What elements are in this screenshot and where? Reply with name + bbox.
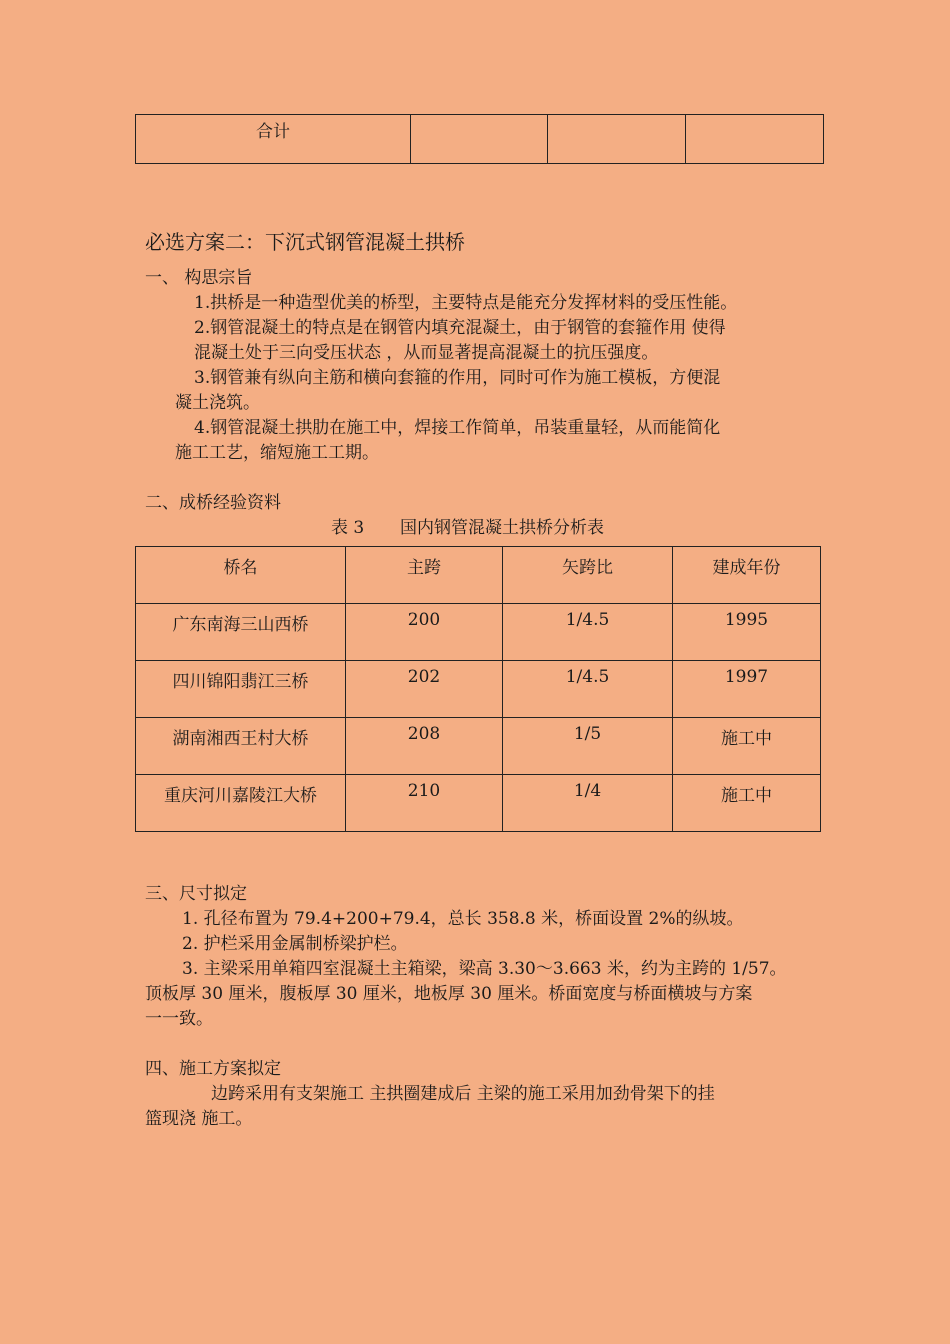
s1-heading: 一、 构思宗旨 xyxy=(145,268,253,288)
table-cell: 202 xyxy=(346,661,503,718)
s1-p2-line1: 2.钢管混凝土的特点是在钢管内填充混凝土，由于钢管的套箍作用 使得 xyxy=(194,318,726,338)
s4-line1: 边跨采用有支架施工 主拱圈建成后 主梁的施工采用加劲骨架下的挂 xyxy=(211,1084,715,1104)
table-row xyxy=(136,604,821,661)
header-cell: 矢跨比 xyxy=(503,547,673,604)
table-cell: 湖南湘西王村大桥 xyxy=(136,718,346,775)
table-cell xyxy=(411,115,548,164)
table-cell: 广东南海三山西桥 xyxy=(136,604,346,661)
header-cell: 桥名 xyxy=(136,547,346,604)
s1-p4-line2: 施工工艺，缩短施工工期。 xyxy=(175,443,379,463)
table-row xyxy=(136,661,821,718)
table-cell: 210 xyxy=(346,775,503,832)
s1-p1: 1.拱桥是一种造型优美的桥型，主要特点是能充分发挥材料的受压性能。 xyxy=(194,293,738,313)
s3-p3-line3: 一一致。 xyxy=(145,1009,213,1029)
table-cell: 1/4 xyxy=(503,775,673,832)
s2-heading: 二、成桥经验资料 xyxy=(145,493,281,513)
table-cell: 施工中 xyxy=(673,718,821,775)
table-cell: 200 xyxy=(346,604,503,661)
s3-p3-line1: 3. 主梁采用单箱四室混凝土主箱梁，梁高 3.30～3.663 米，约为主跨的 1/57。 xyxy=(182,959,787,979)
table-caption-number: 表 3 xyxy=(331,518,365,538)
s1-p3-line1: 3.钢管兼有纵向主筋和横向套箍的作用，同时可作为施工模板，方便混 xyxy=(194,368,721,388)
table-row xyxy=(136,115,824,164)
header-cell: 主跨 xyxy=(346,547,503,604)
s4-heading: 四、施工方案拟定 xyxy=(145,1059,281,1079)
s3-heading: 三、尺寸拟定 xyxy=(145,884,247,904)
header-cell: 建成年份 xyxy=(673,547,821,604)
s1-p4-line1: 4.钢管混凝土拱肋在施工中，焊接工作简单，吊装重量轻，从而能简化 xyxy=(194,418,721,438)
total-label: 合计 xyxy=(136,115,411,164)
table-cell: 1997 xyxy=(673,661,821,718)
table-cell: 1/4.5 xyxy=(503,604,673,661)
table-cell: 四川锦阳翡江三桥 xyxy=(136,661,346,718)
s1-p2-line2: 混凝土处于三向受压状态 ，从而显著提高混凝土的抗压强度。 xyxy=(194,343,659,363)
table-cell: 1995 xyxy=(673,604,821,661)
table-cell: 重庆河川嘉陵江大桥 xyxy=(136,775,346,832)
summary-table xyxy=(135,114,824,164)
table-caption-title: 国内钢管混凝土拱桥分析表 xyxy=(400,518,604,538)
table-cell xyxy=(548,115,686,164)
s4-line2: 篮现浇 施工。 xyxy=(145,1109,253,1129)
table-cell xyxy=(686,115,824,164)
s3-p2: 2. 护栏采用金属制桥梁护栏。 xyxy=(182,934,408,954)
table-header-row xyxy=(136,547,821,604)
table-cell: 208 xyxy=(346,718,503,775)
bridge-analysis-table xyxy=(135,546,821,832)
table-cell: 施工中 xyxy=(673,775,821,832)
s1-p3-line2: 凝土浇筑。 xyxy=(175,393,260,413)
s3-p3-line2: 顶板厚 30 厘米，腹板厚 30 厘米，地板厚 30 厘米。桥面宽度与桥面横坡与方案 xyxy=(145,984,753,1004)
table-row xyxy=(136,718,821,775)
section-title: 必选方案二：下沉式钢管混凝土拱桥 xyxy=(145,230,465,254)
table-row xyxy=(136,775,821,832)
s3-p1: 1. 孔径布置为 79.4+200+79.4，总长 358.8 米，桥面设置 2%的纵坡。 xyxy=(182,909,744,929)
table-cell: 1/4.5 xyxy=(503,661,673,718)
table-cell: 1/5 xyxy=(503,718,673,775)
